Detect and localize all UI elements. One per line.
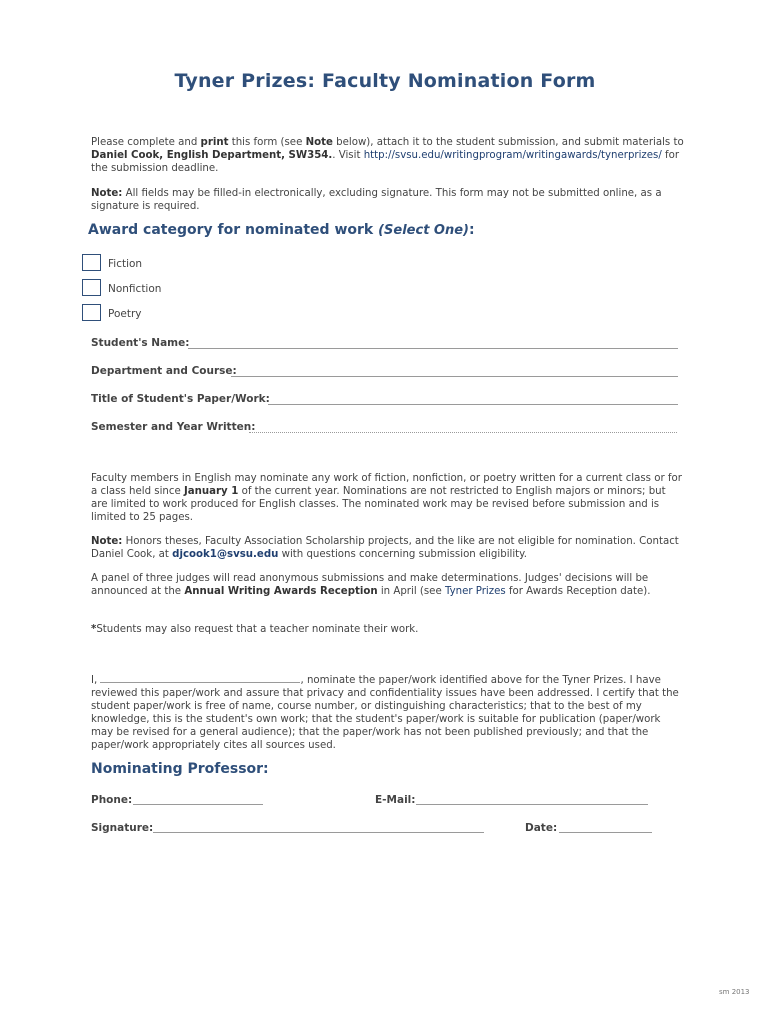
- asterisk: *: [91, 624, 97, 635]
- tyner-prizes-url-link[interactable]: http://svsu.edu/writingprogram/writingawards/tynerprizes/: [363, 150, 662, 161]
- date-label: Date:: [525, 822, 558, 834]
- eligibility-text: are limited to work produced for English classes. The nominated work may be revised before submission and is: [91, 499, 660, 510]
- student-name-label: Student's Name:: [91, 337, 190, 349]
- intro-paragraph: Please complete and print this form (see Note below), attach it to the student submission, and submit materials to Daniel Cook, English Department, SW354.. Visit http://svsu.edu/writingprogram/writingawards/tynerprizes/ for the submission deadline.: [91, 136, 691, 175]
- eligibility-text: limited to 25 pages.: [91, 512, 194, 523]
- students-request-note: [91, 623, 691, 636]
- signature-field[interactable]: [153, 832, 484, 833]
- department-label: Department and Course:: [91, 365, 237, 377]
- award-heading-text: Award category for nominated work: [88, 222, 379, 238]
- intro-text: the submission deadline.: [91, 163, 219, 174]
- fiction-checkbox[interactable]: [82, 254, 101, 271]
- certification-paragraph: [91, 673, 691, 752]
- nominating-professor-heading: Nominating Professor:: [91, 761, 269, 777]
- intro-text: below), attach it to the student submission, and submit materials to: [332, 137, 684, 148]
- note-text: signature is required.: [91, 201, 200, 212]
- certify-text: paper/work appropriately cites all sources used.: [91, 740, 336, 751]
- award-category-heading: [88, 222, 475, 238]
- email-label: E-Mail:: [375, 794, 416, 806]
- judges-text: A panel of three judges will read anonymous submissions and make determinations. Judges' decisions will be: [91, 573, 649, 584]
- phone-field[interactable]: [133, 804, 263, 805]
- semester-field[interactable]: [249, 432, 677, 433]
- intro-print: print: [200, 137, 229, 148]
- tyner-prizes-link[interactable]: Tyner Prizes: [444, 586, 506, 597]
- poetry-checkbox[interactable]: [82, 304, 101, 321]
- note-text: Daniel Cook, at: [91, 549, 173, 560]
- note-text: Honors theses, Faculty Association Scholarship projects, and the like are not eligible for nomination. Contact: [122, 536, 679, 547]
- fiction-label: Fiction: [108, 258, 143, 270]
- email-field[interactable]: [416, 804, 648, 805]
- department-field[interactable]: [231, 376, 678, 377]
- note-text: All fields may be filled-in electronically, excluding signature. This form may not be submitted online, as a: [122, 188, 662, 199]
- judges-text: announced at the: [91, 586, 185, 597]
- eligibility-paragraph: [91, 472, 691, 524]
- eligibility-text: of the current year. Nominations are not restricted to English majors or minors; but: [238, 486, 666, 497]
- ineligible-note: [91, 535, 691, 561]
- student-name-field[interactable]: [188, 348, 678, 349]
- judges-text: in April (see: [377, 586, 445, 597]
- note-label: Note:: [91, 536, 123, 547]
- intro-text: this form (see: [228, 137, 306, 148]
- page-title: Tyner Prizes: Faculty Nomination Form: [174, 70, 596, 92]
- note-text: with questions concerning submission eligibility.: [278, 549, 527, 560]
- certify-text: , nominate the paper/work identified above for the Tyner Prizes. I have: [300, 675, 661, 686]
- poetry-label: Poetry: [108, 308, 142, 320]
- paper-title-field[interactable]: [268, 404, 678, 405]
- certify-text: knowledge, this is the student's own work; that the student's paper/work is suitable for publication (paper/work: [91, 714, 661, 725]
- judges-text: for Awards Reception date).: [505, 586, 651, 597]
- date-field[interactable]: [559, 832, 652, 833]
- judges-paragraph: [91, 572, 691, 598]
- professor-name-field[interactable]: [100, 673, 300, 683]
- intro-text: Please complete and: [91, 137, 201, 148]
- certify-text: may be revised for a general audience); that the paper/work has not been published previously; and that the: [91, 727, 649, 738]
- footer-code: sm 2013: [719, 988, 750, 996]
- semester-label: Semester and Year Written:: [91, 421, 256, 433]
- contact-email-link[interactable]: djcook1@svsu.edu: [172, 549, 279, 560]
- phone-label: Phone:: [91, 794, 133, 806]
- certify-text: student paper/work is free of name, course number, or distinguishing characteristics; that to the best of my: [91, 701, 642, 712]
- eligibility-text: a class held since: [91, 486, 184, 497]
- intro-text: . Visit: [332, 150, 364, 161]
- note-label: Note:: [91, 188, 123, 199]
- intro-contact: Daniel Cook, English Department, SW354: [91, 150, 329, 161]
- paper-title-label: Title of Student's Paper/Work:: [91, 393, 270, 405]
- certify-text: I,: [91, 675, 101, 686]
- reception-name: Annual Writing Awards Reception: [184, 586, 378, 597]
- nonfiction-checkbox[interactable]: [82, 279, 101, 296]
- signature-label: Signature:: [91, 822, 154, 834]
- certify-text: reviewed this paper/work and assure that privacy and confidentiality issues have been addressed. I certify that the: [91, 688, 679, 699]
- award-heading-select: (Select One): [378, 223, 469, 238]
- eligibility-date: January 1: [183, 486, 239, 497]
- electronic-note: [91, 187, 691, 213]
- nonfiction-label: Nonfiction: [108, 283, 162, 295]
- intro-note-ref: Note: [305, 137, 333, 148]
- award-heading-colon: :: [469, 222, 475, 238]
- students-note-text: Students may also request that a teacher nominate their work.: [96, 624, 419, 635]
- eligibility-text: Faculty members in English may nominate any work of fiction, nonfiction, or poetry written for a current class or for: [91, 473, 682, 484]
- intro-text: for: [661, 150, 680, 161]
